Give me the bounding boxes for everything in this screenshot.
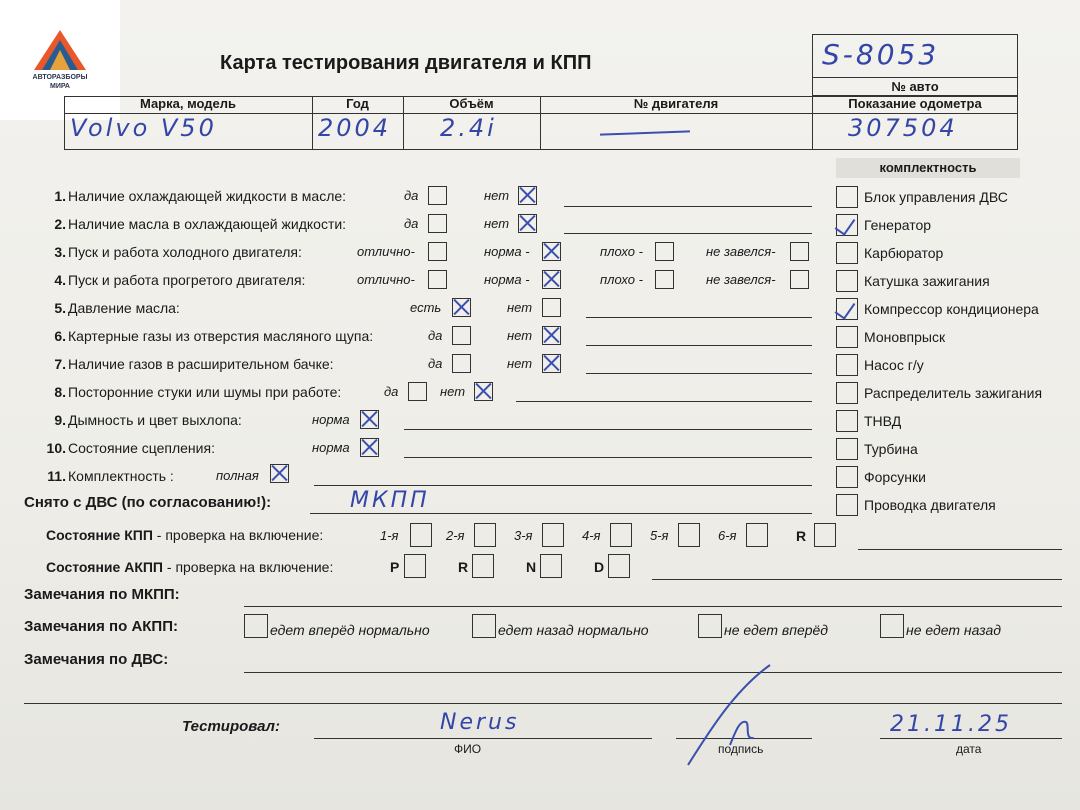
- page-title: Карта тестирования двигателя и КПП: [220, 52, 592, 74]
- manual-gear-label: 2-я: [446, 528, 465, 543]
- manual-gear-checkbox[interactable]: [542, 523, 564, 547]
- remarks-engine-label: Замечания по ДВС:: [24, 651, 169, 668]
- logo-line1: АВТОРАЗБОРЫ: [32, 74, 88, 81]
- complete-set-checkbox[interactable]: [836, 242, 858, 264]
- checklist-item-label: Картерные газы из отверстия масляного щупа:: [68, 328, 374, 344]
- checklist-item-label: Дымность и цвет выхлопа:: [68, 412, 242, 428]
- row3-bad-checkbox[interactable]: [655, 242, 674, 261]
- engine-no-label: № двигателя: [633, 96, 719, 111]
- row3-no-start-checkbox[interactable]: [790, 242, 809, 261]
- auto-gear-checkbox[interactable]: [404, 554, 426, 578]
- opt-no: нет: [440, 384, 466, 399]
- checklist-item-label: Состояние сцепления:: [68, 440, 215, 456]
- checklist-item-label: Наличие охлаждающей жидкости в масле:: [68, 188, 347, 204]
- logo-icon: [32, 28, 88, 72]
- opt-yes: да: [404, 188, 419, 203]
- checklist-item-label: Посторонние стуки или шумы при работе:: [68, 384, 342, 400]
- checklist-number: 1.: [54, 188, 66, 204]
- complete-set-item-label: Турбина: [864, 441, 918, 457]
- year-value: 2004: [318, 114, 392, 142]
- row1-yes-checkbox[interactable]: [428, 186, 447, 205]
- auto-gearbox-label: [46, 559, 333, 575]
- manual-gear-checkbox[interactable]: [678, 523, 700, 547]
- auto-no-back-label: не едет назад: [906, 622, 1001, 638]
- manual-gearbox-label: [46, 527, 323, 543]
- removed-label: Снято с ДВС (по согласованию!):: [24, 494, 272, 511]
- auto-gear-label: D: [594, 559, 605, 575]
- auto-forward-ok-checkbox[interactable]: [244, 614, 268, 638]
- complete-set-item-label: ТНВД: [864, 413, 902, 429]
- auto-gear-checkbox[interactable]: [472, 554, 494, 578]
- row7-yes-checkbox[interactable]: [452, 354, 471, 373]
- row6-yes-checkbox[interactable]: [452, 326, 471, 345]
- removed-value: МКПП: [350, 488, 430, 513]
- auto-gear-label: R: [458, 559, 469, 575]
- volume-label: Объём: [449, 96, 494, 111]
- year-label: Год: [346, 96, 369, 111]
- opt-no: нет: [507, 328, 533, 343]
- manual-gearbox-label-rest: - проверка на включение:: [152, 527, 324, 543]
- row4-no-start-checkbox[interactable]: [790, 270, 809, 289]
- opt-yes: да: [428, 356, 443, 371]
- opt-no: нет: [484, 188, 510, 203]
- auto-gear-label: P: [390, 559, 400, 575]
- auto-no-back-checkbox[interactable]: [880, 614, 904, 638]
- row4-normal-checkbox[interactable]: [542, 270, 561, 289]
- auto-gear-checkbox[interactable]: [540, 554, 562, 578]
- date-value: 21.11.25: [890, 712, 1012, 737]
- row3-normal-checkbox[interactable]: [542, 242, 561, 261]
- complete-set-item-label: Блок управления ДВС: [864, 189, 1008, 205]
- complete-set-item-label: Распределитель зажигания: [864, 385, 1043, 401]
- manual-gear-label: 3-я: [514, 528, 533, 543]
- row11-full-checkbox[interactable]: [270, 464, 289, 483]
- volume-value: 2.4i: [440, 114, 497, 142]
- odometer-value: 307504: [848, 114, 958, 142]
- row3-excellent-checkbox[interactable]: [428, 242, 447, 261]
- manual-gear-label: 4-я: [582, 528, 601, 543]
- complete-set-item-label: Компрессор кондиционера: [864, 301, 1039, 317]
- auto-gearbox-label-rest: - проверка на включение:: [163, 559, 334, 575]
- opt-normal: норма: [312, 440, 350, 455]
- opt-present: есть: [410, 300, 442, 315]
- row8-no-checkbox[interactable]: [474, 382, 493, 401]
- checklist-number: 9.: [54, 412, 66, 428]
- auto-gearbox-label-bold: Состояние АКПП: [46, 559, 163, 575]
- row9-normal-checkbox[interactable]: [360, 410, 379, 429]
- complete-set-checkbox[interactable]: [836, 466, 858, 488]
- opt-normal: норма -: [484, 244, 530, 259]
- manual-gearbox-label-bold: Состояние КПП: [46, 527, 153, 543]
- opt-full: полная: [216, 468, 259, 483]
- opt-yes: да: [384, 384, 399, 399]
- row6-no-checkbox[interactable]: [542, 326, 561, 345]
- checklist-number: 2.: [54, 216, 66, 232]
- complete-set-checkbox[interactable]: [836, 270, 858, 292]
- row7-no-checkbox[interactable]: [542, 354, 561, 373]
- tested-label: Тестировал:: [182, 718, 280, 735]
- auto-back-ok-checkbox[interactable]: [472, 614, 496, 638]
- complete-set-item-label: Проводка двигателя: [864, 497, 996, 513]
- checklist-number: 7.: [54, 356, 66, 372]
- checklist-item-label: Комплектность :: [68, 468, 174, 484]
- opt-bad: плохо -: [600, 272, 643, 287]
- complete-set-checkbox[interactable]: [836, 214, 858, 236]
- checklist-number: 3.: [54, 244, 66, 260]
- tester-value: Nerus: [440, 710, 520, 735]
- complete-set-checkbox[interactable]: [836, 438, 858, 460]
- checklist-number: 5.: [54, 300, 66, 316]
- manual-gear-checkbox[interactable]: [474, 523, 496, 547]
- complete-set-checkbox[interactable]: [836, 298, 858, 320]
- opt-excellent: отлично-: [357, 244, 415, 259]
- opt-excellent: отлично-: [357, 272, 415, 287]
- date-label: дата: [956, 742, 982, 756]
- complete-set-checkbox[interactable]: [836, 494, 858, 516]
- opt-no: нет: [507, 300, 533, 315]
- checklist-number: 4.: [54, 272, 66, 288]
- row10-normal-checkbox[interactable]: [360, 438, 379, 457]
- checklist-item-label: Наличие газов в расширительном бачке:: [68, 356, 334, 372]
- complete-set-checkbox[interactable]: [836, 186, 858, 208]
- checklist-item-label: Наличие масла в охлаждающей жидкости:: [68, 216, 347, 232]
- auto-gear-checkbox[interactable]: [608, 554, 630, 578]
- manual-gear-label: R: [796, 528, 807, 544]
- auto-forward-ok-label: едет вперёд нормально: [270, 622, 430, 638]
- row5-no-checkbox[interactable]: [542, 298, 561, 317]
- opt-yes: да: [404, 216, 419, 231]
- auto-no-forward-label: не едет вперёд: [724, 622, 829, 638]
- make-label: Марка, модель: [139, 96, 237, 111]
- manual-gear-checkbox[interactable]: [746, 523, 768, 547]
- complete-set-item-label: Форсунки: [864, 469, 926, 485]
- logo-line2: МИРА: [50, 83, 70, 90]
- car-number-label: № авто: [891, 79, 939, 94]
- opt-normal: норма: [312, 412, 350, 427]
- complete-set-checkbox[interactable]: [836, 410, 858, 432]
- complete-set-item-label: Катушка зажигания: [864, 273, 990, 289]
- auto-back-ok-label: едет назад нормально: [498, 622, 649, 638]
- complete-set-checkbox[interactable]: [836, 382, 858, 404]
- odometer-label: Показание одометра: [848, 96, 982, 111]
- opt-no-start: не завелся-: [706, 272, 776, 287]
- row2-yes-checkbox[interactable]: [428, 214, 447, 233]
- complete-set-item-label: Насос г/у: [864, 357, 924, 373]
- manual-gear-label: 5-я: [650, 528, 669, 543]
- manual-gear-checkbox[interactable]: [814, 523, 836, 547]
- fio-label: ФИО: [454, 742, 482, 756]
- row4-excellent-checkbox[interactable]: [428, 270, 447, 289]
- checklist-number: 10.: [46, 440, 66, 456]
- complete-set-checkbox[interactable]: [836, 326, 858, 348]
- complete-set-checkbox[interactable]: [836, 354, 858, 376]
- car-number-value: S-8053: [822, 38, 940, 71]
- complete-set-item-label: Генератор: [864, 217, 932, 233]
- auto-no-forward-checkbox[interactable]: [698, 614, 722, 638]
- checklist-item-label: Давление масла:: [68, 300, 180, 316]
- opt-no-start: не завелся-: [706, 244, 776, 259]
- row5-present-checkbox[interactable]: [452, 298, 471, 317]
- opt-no: нет: [484, 216, 510, 231]
- checklist-number: 11.: [47, 468, 66, 484]
- manual-gear-checkbox[interactable]: [410, 523, 432, 547]
- manual-gear-label: 1-я: [380, 528, 399, 543]
- opt-yes: да: [428, 328, 443, 343]
- checklist-item-label: Пуск и работа прогретого двигателя:: [68, 272, 306, 288]
- row8-yes-checkbox[interactable]: [408, 382, 427, 401]
- complete-set-item-label: Карбюратор: [864, 245, 944, 261]
- checklist-item-label: Пуск и работа холодного двигателя:: [68, 244, 302, 260]
- signature-label: подпись: [718, 742, 764, 756]
- remarks-manual-label: Замечания по МКПП:: [24, 586, 180, 603]
- complete-set-item-label: Моновпрыск: [864, 329, 946, 345]
- checklist-number: 6.: [54, 328, 66, 344]
- checklist-number: 8.: [54, 384, 66, 400]
- opt-bad: плохо -: [600, 244, 643, 259]
- row4-bad-checkbox[interactable]: [655, 270, 674, 289]
- make-value: Volvo V50: [70, 114, 217, 142]
- opt-no: нет: [507, 356, 533, 371]
- manual-gear-label: 6-я: [718, 528, 737, 543]
- opt-normal: норма -: [484, 272, 530, 287]
- row2-no-checkbox[interactable]: [518, 214, 537, 233]
- auto-gear-label: N: [526, 559, 537, 575]
- remarks-auto-label: Замечания по АКПП:: [24, 618, 178, 635]
- manual-gear-checkbox[interactable]: [610, 523, 632, 547]
- complete-set-title: комплектность: [836, 158, 1020, 178]
- row1-no-checkbox[interactable]: [518, 186, 537, 205]
